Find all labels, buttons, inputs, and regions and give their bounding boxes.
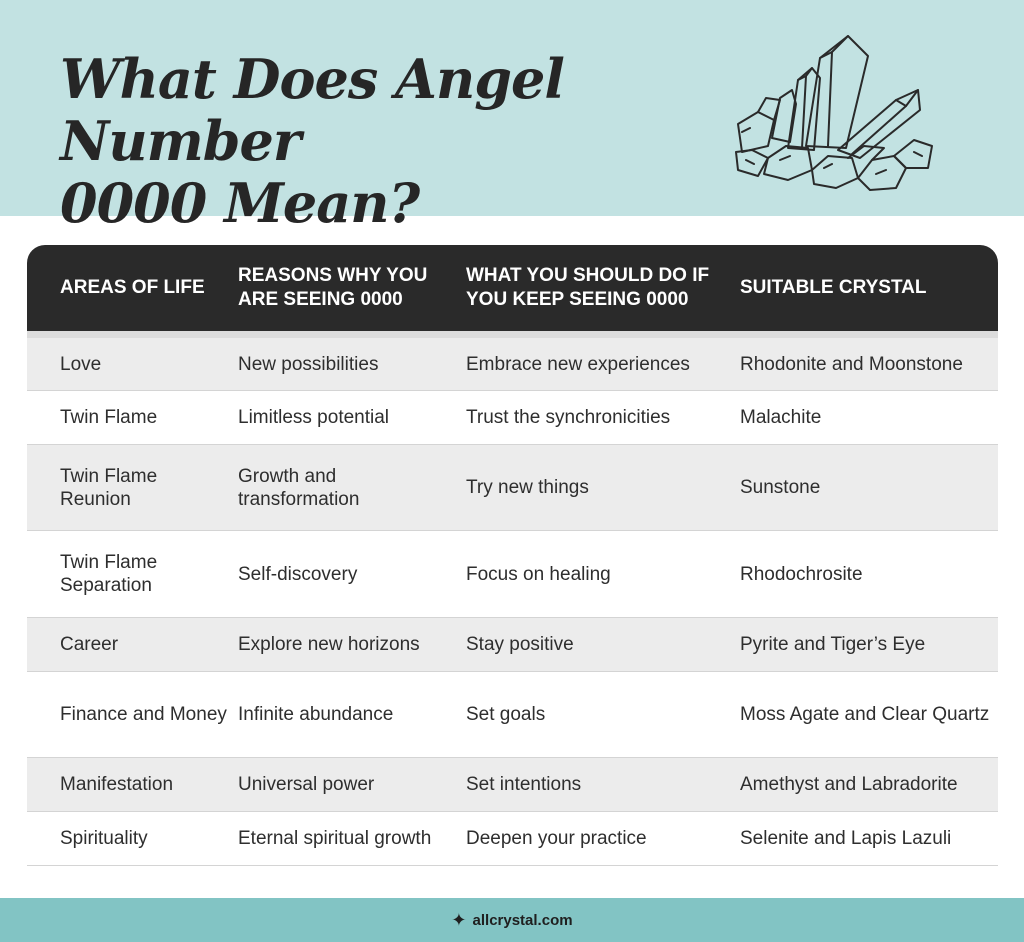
cell-action: Trust the synchronicities [466,407,671,428]
cell-area: Career [60,634,119,655]
table-row [27,531,998,618]
cell-crystal: Moss Agate and Clear Quartz [740,704,990,725]
table-row [27,391,998,445]
cell-action: Set goals [466,704,546,725]
cell-reason: Eternal spiritual growth [238,828,432,849]
cell-crystal: Rhodonite and Moonstone [740,353,963,375]
table-header [27,245,998,331]
cell-action: Focus on healing [466,563,611,585]
cell-area: Twin Flame Separation [60,552,158,596]
cell-area: Love [60,353,102,375]
cell-area: Finance and Money [60,704,227,725]
cell-reason: Self-discovery [238,563,358,585]
cell-action: Set intentions [466,774,582,795]
header-banner [0,0,1024,235]
cell-crystal: Malachite [740,407,822,428]
cell-reason: Explore new horizons [238,634,420,655]
table-row [27,812,998,866]
cell-area: Twin Flame [60,407,158,428]
cell-crystal: Rhodochrosite [740,563,863,585]
cell-reason: Limitless potential [238,407,390,428]
column-header-areas: AREAS OF LIFE [60,277,205,298]
footer-bar [0,898,1024,942]
crystal-cluster-icon [728,28,938,193]
cell-area: Twin Flame Reunion [60,465,158,510]
column-header-actions: WHAT YOU SHOULD DO IF YOU KEEP SEEING 0000 [466,265,710,310]
cell-reason: New possibilities [238,353,379,375]
cell-crystal: Amethyst and Labradorite [740,774,958,795]
table-row [27,618,998,672]
page-title [60,48,700,234]
header-divider [27,331,998,338]
cell-action: Stay positive [466,634,574,655]
sparkle-icon: ✦ [451,909,467,930]
cell-area: Spirituality [60,828,148,849]
title-line-2: 0000 Mean? [60,171,420,235]
site-link[interactable]: allcrystal.com [472,911,573,929]
cell-reason: Universal power [238,774,375,795]
column-header-crystal: SUITABLE CRYSTAL [740,277,927,298]
cell-reason: Growth and transformation [238,465,360,510]
cell-reason: Infinite abundance [238,704,394,725]
column-header-reasons: REASONS WHY YOU ARE SEEING 0000 [238,265,428,310]
table-row [27,672,998,758]
table-row [27,445,998,531]
table-row [27,338,998,391]
cell-crystal: Sunstone [740,477,821,498]
cell-action: Embrace new experiences [466,353,690,375]
title-line-1: What Does Angel Number [60,47,564,173]
cell-area: Manifestation [60,774,174,795]
cell-crystal: Pyrite and Tiger’s Eye [740,634,926,655]
table-row [27,758,998,812]
cell-action: Try new things [466,477,589,498]
cell-crystal: Selenite and Lapis Lazuli [740,828,952,849]
meaning-table [27,245,998,866]
cell-action: Deepen your practice [466,828,647,849]
